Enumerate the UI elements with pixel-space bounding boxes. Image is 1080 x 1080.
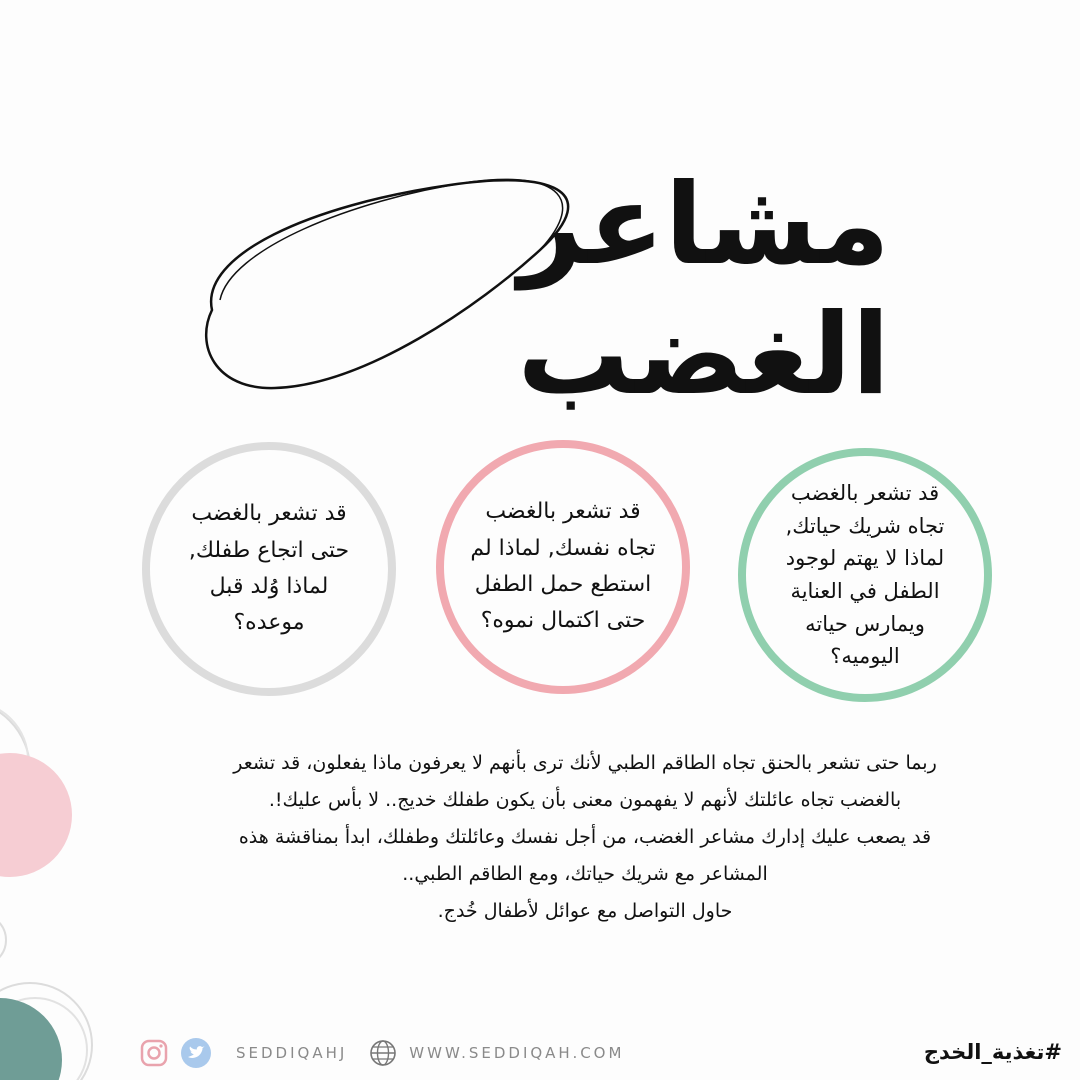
question-circle-gray bbox=[142, 442, 396, 696]
body-line: بالغضب تجاه عائلتك لأنهم لا يفهمون معنى بأن يكون طفلك خديج.. لا بأس عليك!. bbox=[268, 789, 902, 812]
twitter-icon[interactable] bbox=[180, 1037, 212, 1069]
decor-shapes bbox=[0, 690, 140, 1080]
social-handle[interactable]: SEDDIQAHJ bbox=[236, 1044, 348, 1062]
circle-text: قد تشعر بالغضب تجاه نفسك, لماذا لم استطع حمل الطفل حتى اكتمال نموه؟ bbox=[470, 499, 656, 634]
page-title: مشاعر الغضب bbox=[517, 160, 890, 420]
body-line: المشاعر مع شريك حياتك، ومع الطاقم الطبي.. bbox=[402, 863, 768, 886]
footer-social bbox=[138, 1036, 624, 1070]
title-block bbox=[190, 160, 890, 420]
decor-ring bbox=[0, 914, 6, 966]
body-line: حاول التواصل مع عوائل لأطفال خُدج. bbox=[437, 900, 733, 923]
body-paragraph bbox=[150, 745, 1020, 930]
circle-text: قد تشعر بالغضب حتى اتجاع طفلك, لماذا وُلد قبل موعده؟ bbox=[188, 501, 350, 636]
decor-pink-circle bbox=[0, 753, 72, 877]
hashtag-label: #تغذية_الخدج bbox=[923, 1040, 1062, 1064]
circle-text: قد تشعر بالغضب تجاه شريك حياتك, لماذا لا يهتم لوجود الطفل في العناية ويمارس حياته اليوميه؟ bbox=[785, 481, 945, 669]
question-circle-green bbox=[738, 448, 992, 702]
decor-teal-circle bbox=[0, 998, 62, 1080]
question-circle-pink bbox=[436, 440, 690, 694]
instagram-icon[interactable] bbox=[138, 1037, 170, 1069]
body-line: قد يصعب عليك إدارك مشاعر الغضب، من أجل نفسك وعائلتك وطفلك، ابدأ بمناقشة هذه bbox=[238, 826, 932, 849]
globe-icon bbox=[367, 1037, 399, 1069]
body-line: ربما حتى تشعر بالحنق تجاه الطاقم الطبي لأنك ترى بأنهم لا يعرفون ماذا يفعلون، قد تشعر bbox=[233, 752, 937, 774]
website-link[interactable]: WWW.SEDDIQAH.COM bbox=[409, 1044, 625, 1062]
